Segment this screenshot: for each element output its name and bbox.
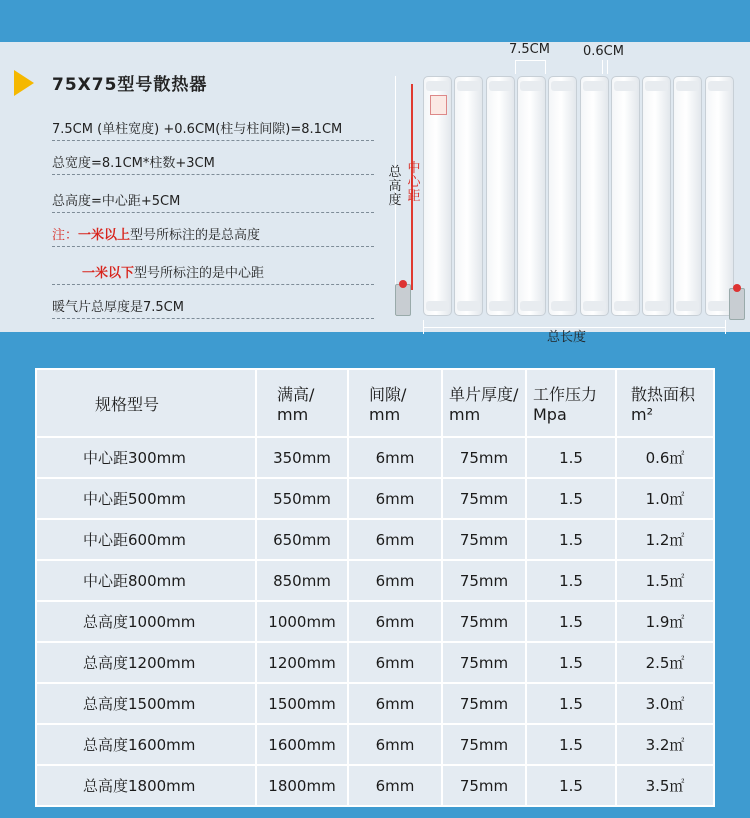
cell-pressure: 1.5 [526, 765, 616, 806]
cell-model: 总高度1000mm [36, 601, 256, 642]
column-bottom-cap [583, 301, 606, 311]
column-top-cap [614, 81, 637, 91]
radiator-column [642, 76, 671, 316]
title-arrow-icon [14, 70, 34, 96]
header-model [36, 369, 256, 437]
table-row [36, 519, 714, 560]
cell-area: 1.2㎡ [616, 519, 714, 560]
header-thickness-line2: mm [449, 405, 481, 424]
table-row [36, 765, 714, 806]
header-full-height [256, 369, 348, 437]
table-row [36, 724, 714, 765]
center-distance-label: 中心距 [407, 161, 421, 204]
total-width-line: 总宽度=8.1CM*柱数+3CM [52, 152, 374, 175]
cell-thickness: 75mm [442, 437, 526, 478]
radiator-column [517, 76, 546, 316]
cell-area: 2.5㎡ [616, 642, 714, 683]
column-top-cap [457, 81, 480, 91]
column-width-bracket [515, 60, 546, 61]
cell-thickness: 75mm [442, 519, 526, 560]
total-height-label: 总高度 [388, 165, 402, 208]
radiator-column [486, 76, 515, 316]
radiator-body [423, 76, 725, 316]
gap-label: 0.6CM [583, 44, 624, 59]
column-top-cap [708, 81, 731, 91]
column-bottom-cap [426, 301, 449, 311]
cell-thickness: 75mm [442, 601, 526, 642]
cell-full-height: 350mm [256, 437, 348, 478]
radiator-column [611, 76, 640, 316]
table-row [36, 601, 714, 642]
total-height-line: 总高度=中心距+5CM [52, 190, 374, 213]
cell-area: 1.5㎡ [616, 560, 714, 601]
header-pressure-line2: Mpa [533, 405, 567, 424]
cell-model: 中心距800mm [36, 560, 256, 601]
header-gap-line1: 间隙/ [369, 385, 407, 404]
column-bottom-cap [614, 301, 637, 311]
header-area [616, 369, 714, 437]
column-top-cap [551, 81, 574, 91]
cell-full-height: 650mm [256, 519, 348, 560]
header-thickness [442, 369, 526, 437]
right-valve-icon [729, 288, 745, 320]
header-pressure [526, 369, 616, 437]
header-gap [348, 369, 442, 437]
thickness-line: 暖气片总厚度是7.5CM [52, 296, 374, 319]
radiator-column [423, 76, 452, 316]
gap-tick-right [607, 60, 608, 74]
cell-pressure: 1.5 [526, 683, 616, 724]
column-width-tick-left [515, 60, 516, 74]
spec-table [35, 368, 715, 807]
cell-full-height: 1200mm [256, 642, 348, 683]
radiator-diagram [385, 40, 750, 345]
cell-model: 总高度1500mm [36, 683, 256, 724]
column-top-cap [676, 81, 699, 91]
cell-pressure: 1.5 [526, 601, 616, 642]
note-prefix: 注： [52, 228, 79, 243]
cell-model: 中心距500mm [36, 478, 256, 519]
header-model-text: 规格型号 [95, 394, 160, 414]
cell-model: 总高度1800mm [36, 765, 256, 806]
column-top-cap [520, 81, 543, 91]
column-top-cap [645, 81, 668, 91]
note-line-2 [52, 262, 374, 285]
cell-pressure: 1.5 [526, 437, 616, 478]
column-bottom-cap [676, 301, 699, 311]
cell-model: 总高度1600mm [36, 724, 256, 765]
cell-area: 1.9㎡ [616, 601, 714, 642]
cell-gap: 6mm [348, 478, 442, 519]
cell-thickness: 75mm [442, 560, 526, 601]
header-thickness-line1: 单片厚度/ [449, 385, 519, 404]
cell-model: 中心距300mm [36, 437, 256, 478]
cell-full-height: 1000mm [256, 601, 348, 642]
cell-area: 3.2㎡ [616, 724, 714, 765]
cell-pressure: 1.5 [526, 519, 616, 560]
gap-tick-left [602, 60, 603, 74]
column-width-label: 7.5CM [509, 42, 550, 57]
table-row [36, 683, 714, 724]
radiator-column [705, 76, 734, 316]
cell-gap: 6mm [348, 683, 442, 724]
product-title: 75X75型号散热器 [52, 75, 208, 95]
cell-gap: 6mm [348, 560, 442, 601]
cell-model: 中心距600mm [36, 519, 256, 560]
cell-gap: 6mm [348, 765, 442, 806]
header-area-line1: 散热面积 [631, 385, 696, 404]
table-row [36, 437, 714, 478]
column-bottom-cap [551, 301, 574, 311]
column-width-tick-right [545, 60, 546, 74]
note2-highlight: 一米以下 [82, 266, 135, 281]
right-valve-cap-icon [733, 284, 741, 292]
cell-area: 0.6㎡ [616, 437, 714, 478]
table-row [36, 478, 714, 519]
cell-area: 3.0㎡ [616, 683, 714, 724]
column-top-cap [426, 81, 449, 91]
cell-pressure: 1.5 [526, 478, 616, 519]
spec-table-body [36, 437, 714, 806]
cell-thickness: 75mm [442, 724, 526, 765]
radiator-column [548, 76, 577, 316]
cell-gap: 6mm [348, 724, 442, 765]
cell-full-height: 550mm [256, 478, 348, 519]
header-area-line2: m² [631, 405, 653, 424]
cell-thickness: 75mm [442, 642, 526, 683]
cell-full-height: 1800mm [256, 765, 348, 806]
header-pressure-line1: 工作压力 [533, 385, 598, 404]
cell-pressure: 1.5 [526, 724, 616, 765]
column-bottom-cap [520, 301, 543, 311]
column-bottom-cap [457, 301, 480, 311]
note1-text: 型号所标注的是总高度 [130, 228, 261, 243]
cell-gap: 6mm [348, 642, 442, 683]
column-bottom-cap [645, 301, 668, 311]
header-full-height-line1: 满高/ [277, 385, 315, 404]
product-label-icon [430, 95, 447, 115]
cell-pressure: 1.5 [526, 642, 616, 683]
left-valve-cap-icon [399, 280, 407, 288]
cell-full-height: 850mm [256, 560, 348, 601]
column-bottom-cap [489, 301, 512, 311]
cell-gap: 6mm [348, 601, 442, 642]
radiator-column [454, 76, 483, 316]
note-line-1 [52, 224, 374, 247]
left-valve-icon [395, 284, 411, 316]
cell-thickness: 75mm [442, 683, 526, 724]
width-formula-line: 7.5CM (单柱宽度) +0.6CM(柱与柱间隙)=8.1CM [52, 118, 374, 141]
column-top-cap [489, 81, 512, 91]
table-row [36, 560, 714, 601]
cell-gap: 6mm [348, 519, 442, 560]
radiator-column [673, 76, 702, 316]
table-header-row [36, 369, 714, 437]
cell-thickness: 75mm [442, 478, 526, 519]
radiator-column [580, 76, 609, 316]
table-row [36, 642, 714, 683]
cell-full-height: 1500mm [256, 683, 348, 724]
cell-area: 3.5㎡ [616, 765, 714, 806]
cell-full-height: 1600mm [256, 724, 348, 765]
cell-area: 1.0㎡ [616, 478, 714, 519]
cell-gap: 6mm [348, 437, 442, 478]
column-bottom-cap [708, 301, 731, 311]
cell-pressure: 1.5 [526, 560, 616, 601]
column-top-cap [583, 81, 606, 91]
note2-text: 型号所标注的是中心距 [134, 266, 265, 281]
note1-highlight: 一米以上 [78, 228, 131, 243]
total-length-label: 总长度 [547, 330, 587, 345]
cell-thickness: 75mm [442, 765, 526, 806]
header-full-height-line2: mm [277, 405, 309, 424]
header-gap-line2: mm [369, 405, 401, 424]
cell-model: 总高度1200mm [36, 642, 256, 683]
